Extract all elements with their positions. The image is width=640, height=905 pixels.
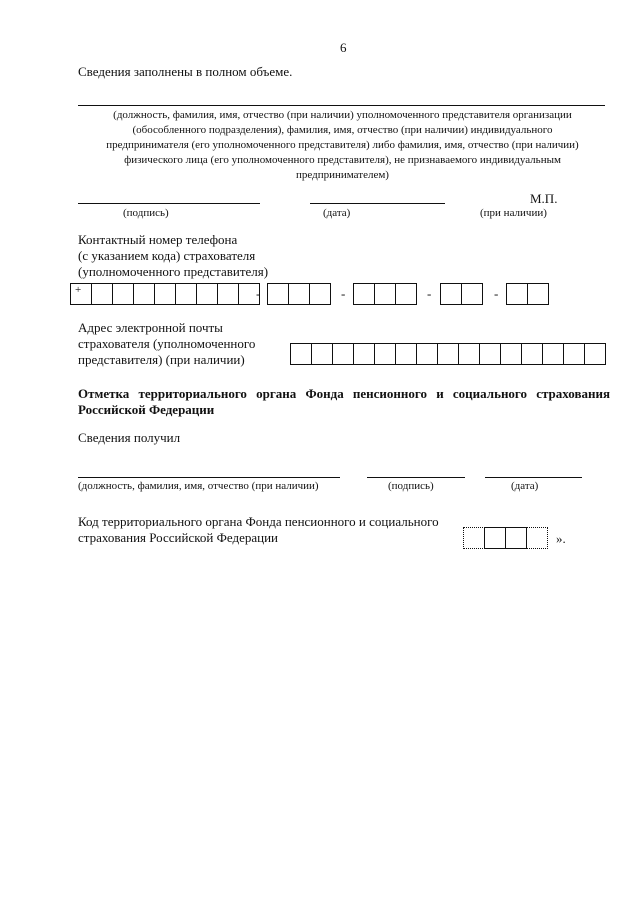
territorial-heading <box>78 386 610 418</box>
date-label: (дата) <box>323 207 351 219</box>
phone-label-line: (с указанием кода) страхователя <box>78 248 256 263</box>
closing-quote: ». <box>556 531 566 546</box>
phone-cell[interactable] <box>175 283 197 305</box>
phone-cell[interactable] <box>309 283 331 305</box>
phone-cell[interactable] <box>91 283 113 305</box>
phone-cell[interactable] <box>395 283 417 305</box>
email-cell[interactable] <box>311 343 333 365</box>
phone-label <box>78 232 268 280</box>
phone-cell[interactable] <box>288 283 310 305</box>
phone-separator: - <box>256 286 261 301</box>
code-label-line: страхования Российской Федерации <box>78 530 278 545</box>
official-line[interactable] <box>78 477 340 478</box>
phone-cell[interactable] <box>267 283 289 305</box>
caption-line: предпринимателем) <box>296 169 389 181</box>
page-number: 6 <box>340 40 347 55</box>
phone-number-cells-3[interactable] <box>506 283 549 305</box>
code-label <box>78 514 439 546</box>
email-cell[interactable] <box>500 343 522 365</box>
caption-line: (должность, фамилия, имя, отчество (при наличии) уполномоченного представителя организации <box>113 109 572 121</box>
official-date-line[interactable] <box>485 477 582 478</box>
representative-line[interactable] <box>78 105 605 106</box>
completeness-note: Сведения заполнены в полном объеме. <box>78 64 293 79</box>
email-cell[interactable] <box>542 343 564 365</box>
caption-line: физического лица (его уполномоченного представителя), не признаваемого индивидуальным <box>124 154 561 166</box>
phone-country-cells[interactable] <box>70 283 260 305</box>
phone-label-line: (уполномоченного представителя) <box>78 264 269 279</box>
phone-cell[interactable] <box>196 283 218 305</box>
phone-number-cells-2[interactable] <box>440 283 483 305</box>
email-label-line: страхователя (уполномоченного <box>78 336 256 351</box>
received-label: Сведения получил <box>78 430 181 445</box>
phone-cell[interactable] <box>353 283 375 305</box>
phone-cell[interactable] <box>527 283 549 305</box>
email-label-line: Адрес электронной почты <box>78 320 223 335</box>
email-cell[interactable] <box>332 343 354 365</box>
email-cell[interactable] <box>290 343 312 365</box>
phone-cell[interactable] <box>440 283 462 305</box>
code-cell[interactable] <box>505 527 527 549</box>
email-cell[interactable] <box>374 343 396 365</box>
email-cell[interactable] <box>458 343 480 365</box>
caption-line: предпринимателя (его уполномоченного представителя) либо фамилия, имя, отчество (при наличии) <box>106 139 579 151</box>
stamp-sub-label: (при наличии) <box>480 207 547 219</box>
territorial-heading-text: Отметка территориального органа Фонда пенсионного и социального страхования Российской Федерации <box>78 386 610 417</box>
email-cell[interactable] <box>416 343 438 365</box>
code-cell[interactable] <box>526 527 548 549</box>
caption-line: (обособленного подразделения), фамилия, имя, отчество (при наличии) индивидуального <box>132 124 553 136</box>
phone-cell[interactable] <box>112 283 134 305</box>
phone-cell[interactable] <box>217 283 239 305</box>
email-cell[interactable] <box>584 343 606 365</box>
phone-cell[interactable] <box>154 283 176 305</box>
code-label-line: Код территориального органа Фонда пенсионного и социального <box>78 514 439 529</box>
phone-label-line: Контактный номер телефона <box>78 232 238 247</box>
email-label-line: представителя) (при наличии) <box>78 352 245 367</box>
code-cells[interactable] <box>463 527 548 549</box>
official-signature-line[interactable] <box>367 477 465 478</box>
signature-label: (подпись) <box>123 207 169 219</box>
phone-cell[interactable] <box>133 283 155 305</box>
phone-cell[interactable] <box>461 283 483 305</box>
stamp-label: М.П. <box>530 191 558 206</box>
email-cell[interactable] <box>353 343 375 365</box>
phone-separator: - <box>427 286 432 301</box>
email-cell[interactable] <box>479 343 501 365</box>
signature-line[interactable] <box>78 203 260 204</box>
phone-cell[interactable] <box>506 283 528 305</box>
phone-separator: - <box>341 286 346 301</box>
representative-caption <box>70 108 615 183</box>
phone-prefix-cell: + <box>70 283 92 305</box>
email-label <box>78 320 255 368</box>
phone-cell[interactable] <box>374 283 396 305</box>
email-cell[interactable] <box>437 343 459 365</box>
official-signature-label: (подпись) <box>388 480 434 492</box>
email-cells[interactable] <box>290 343 606 365</box>
email-cell[interactable] <box>521 343 543 365</box>
phone-code-cells[interactable] <box>267 283 331 305</box>
code-cell[interactable] <box>484 527 506 549</box>
official-date-label: (дата) <box>511 480 539 492</box>
code-cell[interactable] <box>463 527 485 549</box>
email-cell[interactable] <box>395 343 417 365</box>
phone-separator: - <box>494 286 499 301</box>
phone-number-cells-1[interactable] <box>353 283 417 305</box>
email-cell[interactable] <box>563 343 585 365</box>
official-caption: (должность, фамилия, имя, отчество (при наличии) <box>78 480 319 492</box>
date-line[interactable] <box>310 203 445 204</box>
